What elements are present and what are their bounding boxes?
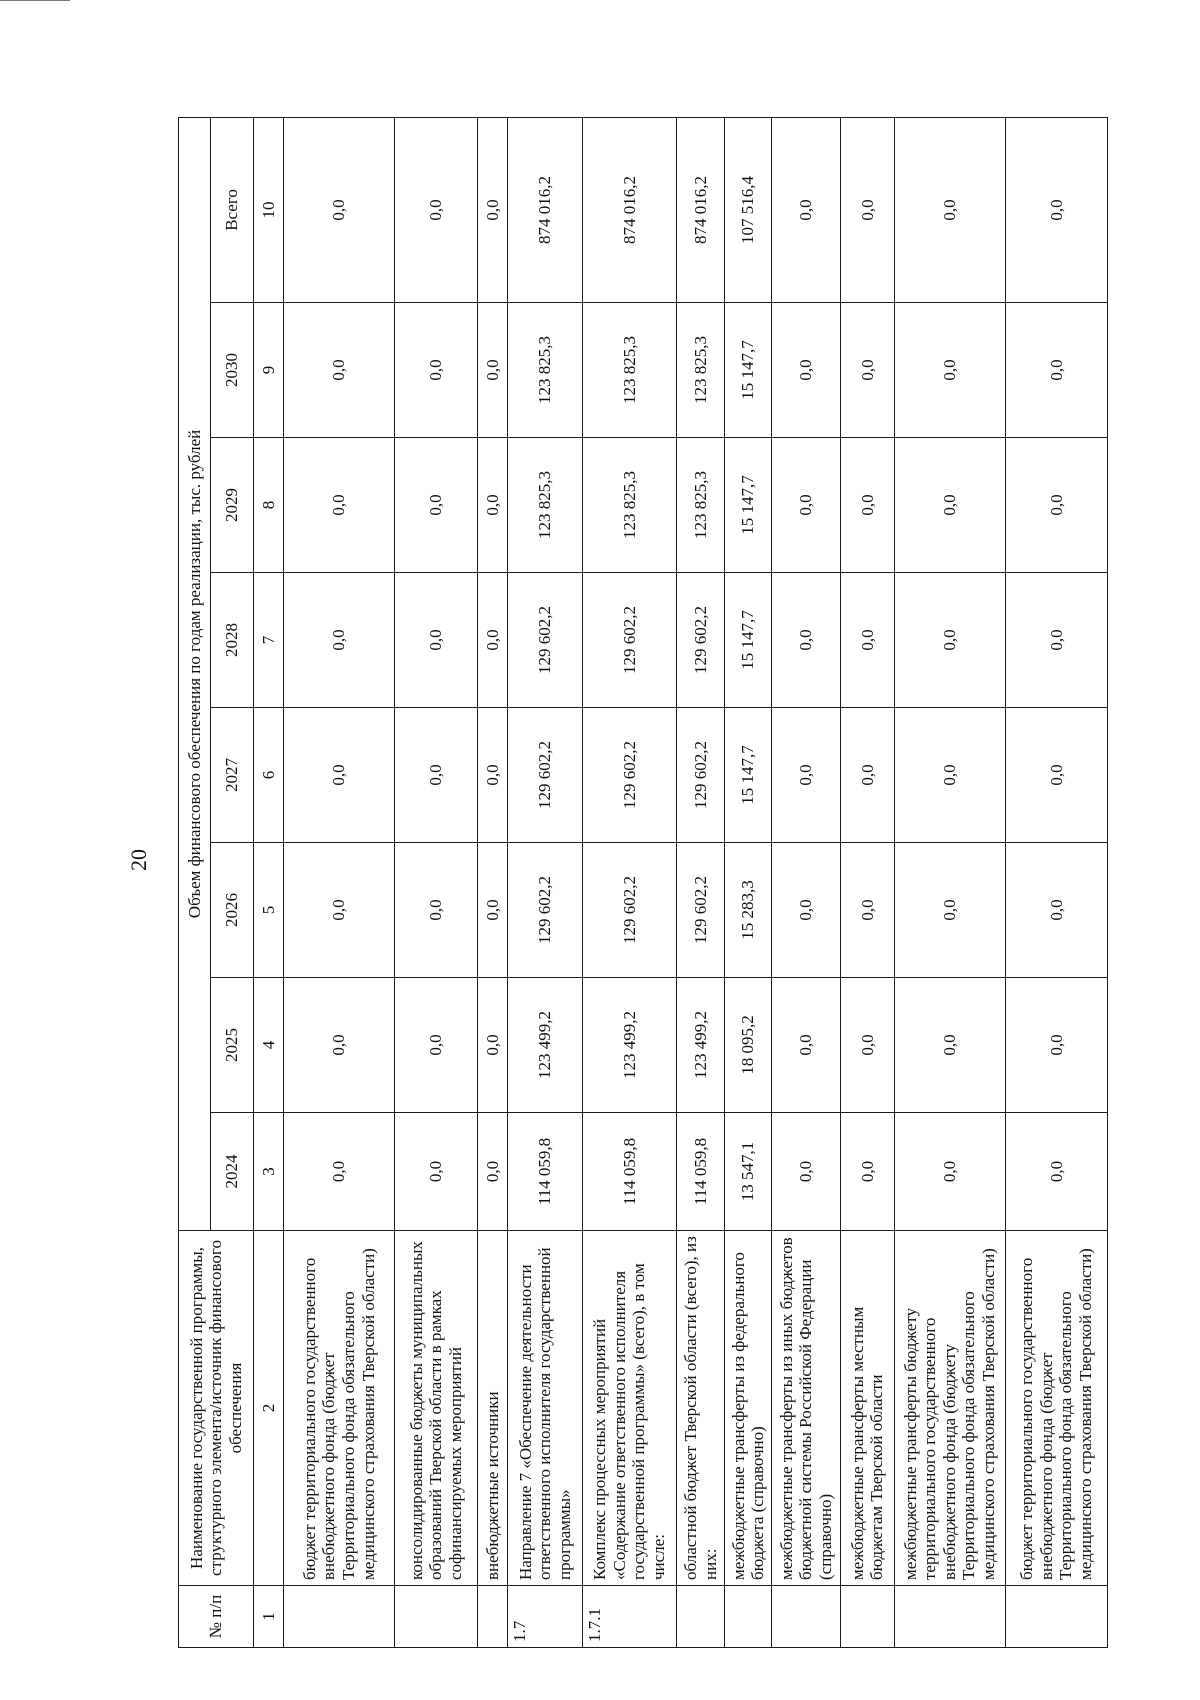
column-number: 8 — [254, 438, 284, 573]
table-row — [840, 117, 894, 1647]
table-row — [677, 117, 725, 1647]
row-value-cell: 0,0 — [395, 978, 478, 1113]
row-value-cell: 15 147,7 — [724, 708, 772, 843]
row-value-cell: 0,0 — [477, 843, 507, 978]
row-number-cell — [772, 1586, 841, 1648]
row-value-cell: 123 825,3 — [677, 303, 725, 438]
header-total: Всего — [211, 117, 254, 302]
row-value-cell: 0,0 — [395, 843, 478, 978]
row-value-cell: 0,0 — [477, 438, 507, 573]
page-number: 20 — [126, 849, 151, 871]
row-value-cell: 123 825,3 — [508, 303, 582, 438]
table-row — [284, 117, 395, 1647]
row-name-cell: межбюджетные трансферты местным бюджетам Тверской области — [840, 1231, 894, 1586]
row-value-cell: 129 602,2 — [582, 708, 677, 843]
row-number-cell — [724, 1586, 772, 1648]
row-value-cell: 0,0 — [284, 978, 395, 1113]
row-value-cell: 0,0 — [477, 573, 507, 708]
row-number-cell: 1.7.1 — [582, 1586, 677, 1648]
row-value-cell: 123 825,3 — [508, 438, 582, 573]
row-value-cell: 123 825,3 — [677, 438, 725, 573]
row-value-cell: 0,0 — [894, 573, 1005, 708]
row-value-cell: 123 499,2 — [508, 978, 582, 1113]
row-total-cell: 0,0 — [1005, 117, 1107, 302]
row-number-cell — [395, 1586, 478, 1648]
column-number: 3 — [254, 1113, 284, 1231]
row-value-cell: 0,0 — [840, 573, 894, 708]
table-row — [1005, 117, 1107, 1647]
row-number-cell — [284, 1586, 395, 1648]
row-value-cell: 0,0 — [772, 843, 841, 978]
row-value-cell: 0,0 — [284, 1113, 395, 1231]
row-value-cell: 123 499,2 — [582, 978, 677, 1113]
row-total-cell: 0,0 — [894, 117, 1005, 302]
row-total-cell: 0,0 — [395, 117, 478, 302]
row-value-cell: 0,0 — [894, 303, 1005, 438]
header-column-numbers-row — [254, 117, 284, 1647]
row-value-cell: 129 602,2 — [508, 843, 582, 978]
row-total-cell: 107 516,4 — [724, 117, 772, 302]
column-number: 6 — [254, 708, 284, 843]
row-name-cell: бюджет территориального государственного внебюджетного фонда (бюджет Территориального фонда обязательного медицинского страхования Тверской области) — [284, 1231, 395, 1586]
row-value-cell: 0,0 — [395, 1113, 478, 1231]
header-year: 2030 — [211, 303, 254, 438]
row-value-cell: 0,0 — [1005, 438, 1107, 573]
row-number-cell — [477, 1586, 507, 1648]
row-value-cell: 114 059,8 — [508, 1113, 582, 1231]
row-name-cell: межбюджетные трансферты из федерального бюджета (справочно) — [724, 1231, 772, 1586]
row-value-cell: 114 059,8 — [677, 1113, 725, 1231]
row-value-cell: 0,0 — [894, 1113, 1005, 1231]
row-total-cell: 874 016,2 — [582, 117, 677, 302]
row-value-cell: 0,0 — [395, 438, 478, 573]
row-value-cell: 0,0 — [894, 978, 1005, 1113]
row-name-cell: Направление 7 «Обеспечение деятельности ответственного исполнителя государственной программы» — [508, 1231, 582, 1586]
row-number-cell — [840, 1586, 894, 1648]
row-value-cell: 129 602,2 — [677, 843, 725, 978]
row-value-cell: 0,0 — [1005, 303, 1107, 438]
row-value-cell: 0,0 — [894, 438, 1005, 573]
row-value-cell: 0,0 — [1005, 843, 1107, 978]
row-value-cell: 15 147,7 — [724, 573, 772, 708]
row-number-cell — [677, 1586, 725, 1648]
header-group-title: Объем финансового обеспечения по годам реализации, тыс. рублей — [179, 117, 211, 1230]
row-name-cell: бюджет территориального государственного внебюджетного фонда (бюджет Территориального фонда обязательного медицинского страхования Тверской области) — [1005, 1231, 1107, 1586]
row-name-cell: межбюджетные трансферты бюджету территориального государственного внебюджетного фонда (бюджету Территориального фонда обязательного медицинского страхования Тверской области) — [894, 1231, 1005, 1586]
row-value-cell: 0,0 — [772, 708, 841, 843]
row-value-cell: 123 825,3 — [582, 303, 677, 438]
row-value-cell: 0,0 — [477, 708, 507, 843]
column-number: 2 — [254, 1231, 284, 1586]
row-name-cell: консолидированные бюджеты муниципальных образований Тверской области в рамках софинансируемых мероприятий — [395, 1231, 478, 1586]
row-total-cell: 0,0 — [284, 117, 395, 302]
row-value-cell: 0,0 — [840, 978, 894, 1113]
table-row — [477, 117, 507, 1647]
header-year: 2029 — [211, 438, 254, 573]
row-value-cell: 129 602,2 — [677, 573, 725, 708]
table-row — [772, 117, 841, 1647]
row-number-cell — [1005, 1586, 1107, 1648]
row-value-cell: 0,0 — [395, 708, 478, 843]
row-total-cell: 0,0 — [477, 117, 507, 302]
row-number-cell: 1.7 — [508, 1586, 582, 1648]
table-row — [724, 117, 772, 1647]
column-number: 1 — [254, 1586, 284, 1648]
table-header — [179, 117, 284, 1647]
row-name-cell: внебюджетные источники — [477, 1231, 507, 1586]
row-value-cell: 0,0 — [477, 1113, 507, 1231]
header-number: № п/п — [179, 1586, 254, 1648]
row-value-cell: 0,0 — [1005, 573, 1107, 708]
row-value-cell: 0,0 — [1005, 1113, 1107, 1231]
row-value-cell: 129 602,2 — [508, 573, 582, 708]
row-value-cell: 0,0 — [395, 573, 478, 708]
row-value-cell: 15 147,7 — [724, 438, 772, 573]
column-number: 7 — [254, 573, 284, 708]
column-number: 9 — [254, 303, 284, 438]
row-value-cell: 0,0 — [284, 438, 395, 573]
table-row — [508, 117, 582, 1647]
row-value-cell: 0,0 — [772, 978, 841, 1113]
row-value-cell: 18 095,2 — [724, 978, 772, 1113]
row-total-cell: 874 016,2 — [677, 117, 725, 302]
header-year: 2028 — [211, 573, 254, 708]
column-number: 4 — [254, 978, 284, 1113]
row-value-cell: 0,0 — [772, 1113, 841, 1231]
row-value-cell: 123 499,2 — [677, 978, 725, 1113]
table-row — [395, 117, 478, 1647]
header-year: 2025 — [211, 978, 254, 1113]
row-value-cell: 0,0 — [840, 843, 894, 978]
row-value-cell: 123 825,3 — [582, 438, 677, 573]
column-number: 5 — [254, 843, 284, 978]
column-number: 10 — [254, 117, 284, 302]
row-value-cell: 0,0 — [1005, 978, 1107, 1113]
row-value-cell: 13 547,1 — [724, 1113, 772, 1231]
row-value-cell: 15 147,7 — [724, 303, 772, 438]
row-value-cell: 0,0 — [894, 843, 1005, 978]
row-total-cell: 0,0 — [772, 117, 841, 302]
table-row — [894, 117, 1005, 1647]
row-value-cell: 0,0 — [1005, 708, 1107, 843]
row-total-cell: 874 016,2 — [508, 117, 582, 302]
row-value-cell: 114 059,8 — [582, 1113, 677, 1231]
row-value-cell: 0,0 — [772, 303, 841, 438]
header-year: 2027 — [211, 708, 254, 843]
row-value-cell: 0,0 — [395, 303, 478, 438]
row-value-cell: 0,0 — [284, 573, 395, 708]
row-value-cell: 0,0 — [772, 438, 841, 573]
table-row — [582, 117, 677, 1647]
row-value-cell: 0,0 — [477, 978, 507, 1113]
row-value-cell: 0,0 — [772, 573, 841, 708]
row-name-cell: межбюджетные трансферты из иных бюджетов бюджетной системы Российской Федерации (справочно) — [772, 1231, 841, 1586]
row-total-cell: 0,0 — [840, 117, 894, 302]
scan-edge — [0, 0, 70, 1]
row-name-cell: Комплекс процессных мероприятий «Содержание ответственного исполнителя государственной программы» (всего), в том числе: — [582, 1231, 677, 1586]
row-value-cell: 0,0 — [840, 438, 894, 573]
row-value-cell: 0,0 — [477, 303, 507, 438]
header-year: 2026 — [211, 843, 254, 978]
row-value-cell: 15 283,3 — [724, 843, 772, 978]
header-year: 2024 — [211, 1113, 254, 1231]
row-value-cell: 129 602,2 — [582, 573, 677, 708]
row-value-cell: 129 602,2 — [582, 843, 677, 978]
table-body — [284, 117, 1108, 1647]
row-value-cell: 0,0 — [840, 303, 894, 438]
row-name-cell: областной бюджет Тверской области (всего), из них: — [677, 1231, 725, 1586]
row-number-cell — [894, 1586, 1005, 1648]
row-value-cell: 0,0 — [284, 708, 395, 843]
financing-table — [178, 117, 1108, 1648]
row-value-cell: 129 602,2 — [677, 708, 725, 843]
row-value-cell: 129 602,2 — [508, 708, 582, 843]
row-value-cell: 0,0 — [840, 1113, 894, 1231]
row-value-cell: 0,0 — [894, 708, 1005, 843]
financing-table-wrapper — [178, 118, 1108, 1648]
row-value-cell: 0,0 — [284, 843, 395, 978]
header-name: Наименование государственной программы, структурного элемента/источник финансового обеспечения — [179, 1231, 254, 1586]
row-value-cell: 0,0 — [284, 303, 395, 438]
row-value-cell: 0,0 — [840, 708, 894, 843]
